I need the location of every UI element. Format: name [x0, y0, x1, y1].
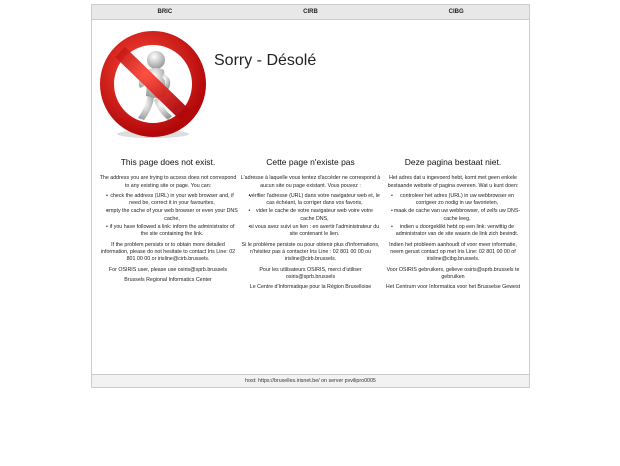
org-name: Brussels Regional Informatics Center	[124, 276, 212, 283]
no-entry-figure-icon	[98, 30, 208, 140]
intro-text: The address you are trying to access does not correspond to any existing site or page. You can:	[99, 175, 237, 189]
suggestion-list	[98, 193, 238, 239]
column-english	[98, 159, 238, 294]
persist-text: If the problem persists or to obtain more detailed information, please do not hesitate to contact Iris Line: 02 801 00 00 or irisline@cirb.brussels.	[100, 241, 236, 263]
nav-link-bric[interactable]: BRIC	[157, 9, 173, 15]
persist-text: Si le problème persiste ou pour obtenir plus d'informations, n'hésitez pas à contacter Iris Line : 02 801 00 00 ou irisline@cirb.brussels.	[241, 241, 380, 263]
heading-english: This page does not exist.	[120, 157, 216, 167]
column-dutch	[383, 159, 523, 294]
intro-text: Het adres dat u ingevoerd hebt, komt met geen enkele bestaande website of pagina overeen. Wat u kunt doen:	[387, 175, 519, 189]
list-item: • empty the cache of your web browser or even your DNS cache,	[106, 208, 238, 223]
top-nav	[92, 5, 529, 20]
list-item: • maak de cache van uw webbrowser, of zelfs uw DNS-cache leeg,	[391, 208, 523, 223]
org-name: Le Centre d'Informatique pour la Région Bruxelloise	[249, 284, 372, 291]
list-item: • vider le cache de votre navigateur web voire votre cache DNS,	[249, 208, 381, 223]
page-title: Sorry - Désolé	[214, 52, 317, 69]
list-item: • if you have followed a link: inform the administrator of the site containing the link.	[106, 224, 238, 239]
footer-host-info: host: https://bruxelles.irisnet.be/ on server pvvilipro0005	[92, 374, 529, 387]
nav-link-cibg[interactable]: CIBG	[448, 9, 464, 15]
osiris-text: For OSIRIS user, please use osiris@sprb.brussels	[108, 266, 228, 273]
osiris-text: Pour les utilisateurs OSIRIS, merci d'utiliser osiris@sprb.brussels	[259, 266, 362, 280]
list-item: • controleer het adres (URL) in uw webbrowser en corrigeer zo nodig in uw favorieten,	[391, 193, 523, 208]
intro-text: L'adresse à laquelle vous tentez d'accéder ne correspond à aucun site ou page existant. Vous pouvez :	[240, 175, 381, 189]
list-item: • si vous avez suivi un lien : en avertir l'administrateur du site contenant le lien.	[249, 224, 381, 239]
org-name: Het Centrum voor Informatica voor het Brusselse Gewest	[385, 284, 521, 291]
nav-link-cirb[interactable]: CIRB	[303, 9, 318, 15]
heading-dutch: Deze pagina bestaat niet.	[404, 157, 502, 167]
column-french	[241, 159, 381, 294]
suggestion-list	[241, 193, 381, 239]
messages	[92, 145, 529, 294]
page-container	[91, 4, 530, 388]
persist-text: Indien het probleem aanhoudt of voor meer informatie, neem gerust contact op met Iris Line: 02 801 00 00 of irisline@cibg.brussels.	[389, 241, 517, 263]
hero	[92, 20, 529, 145]
suggestion-list	[383, 193, 523, 239]
list-item: • indien u doorgeklikt hebt op een link: verwittig de administrator van de site waarin de link zich bevindt.	[391, 224, 523, 239]
osiris-text: Voor OSIRIS gebruikers, gelieve osiris@sprb.brussels te gebruiken	[386, 266, 520, 280]
heading-french: Cette page n'existe pas	[266, 157, 355, 167]
list-item: • vérifier l'adresse (URL) dans votre navigateur web et, le cas échéant, la corriger dans vos favoris,	[249, 193, 381, 208]
list-item: • check the address (URL) in your web browser and, if need be, correct it in your favourites,	[106, 193, 238, 208]
